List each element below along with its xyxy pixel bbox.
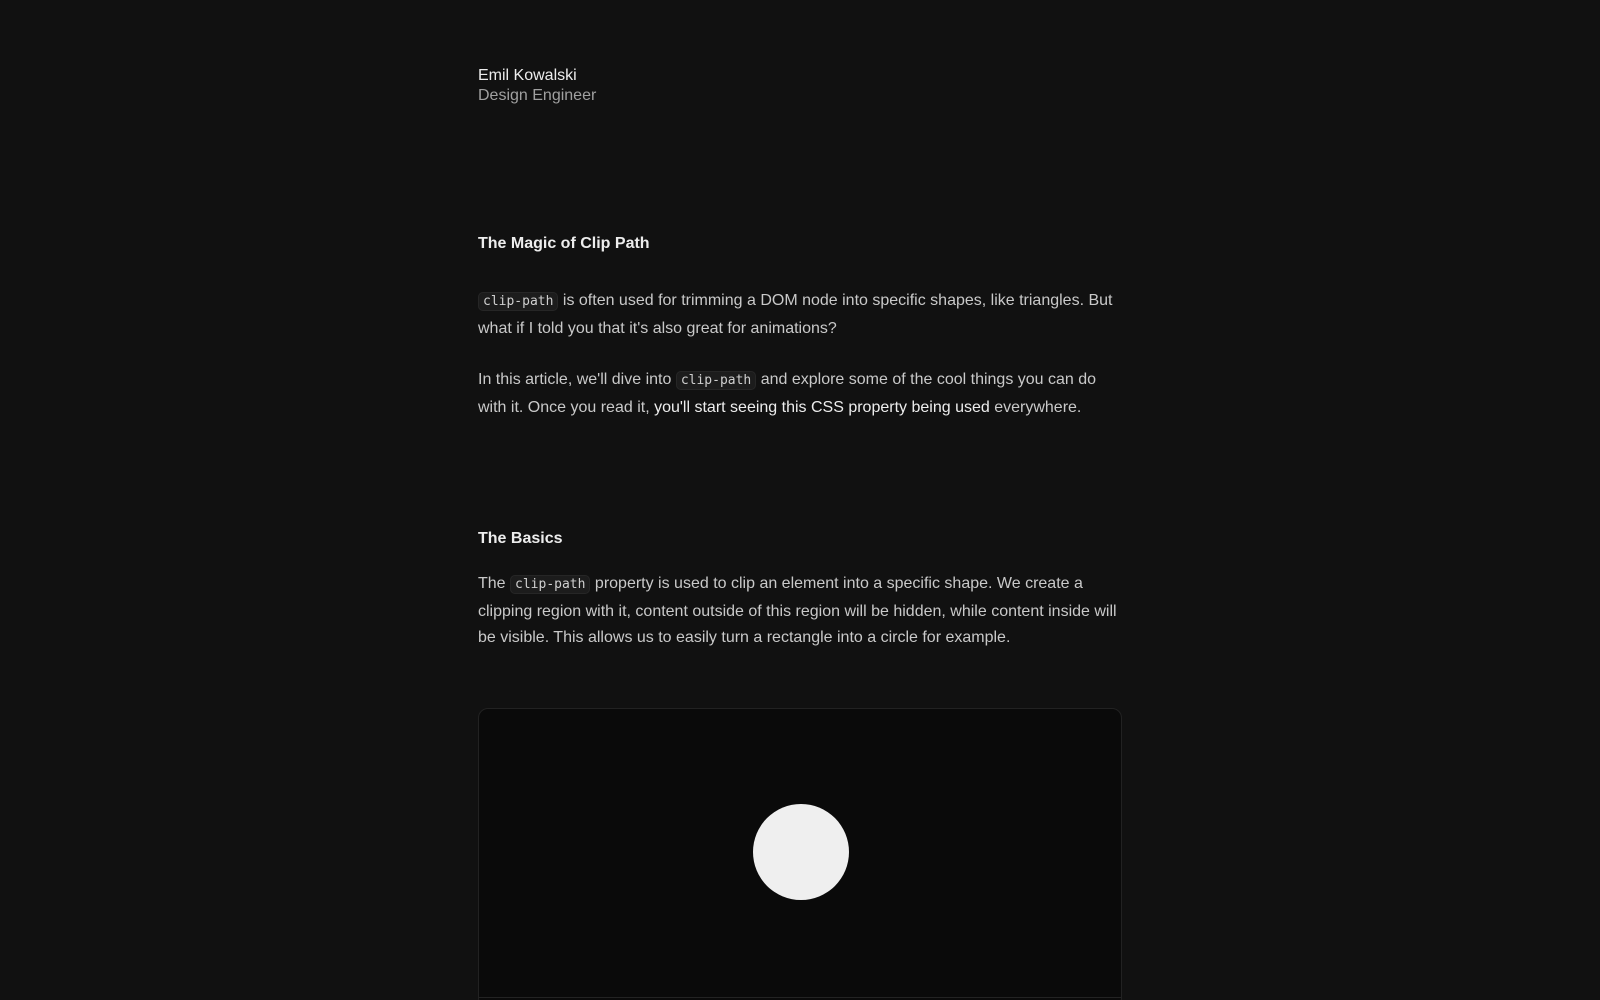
- intro-text: is often used for trimming a DOM node into specific shapes, like triangles. But what if I told you that it's also great for animations?: [478, 292, 1113, 337]
- intro-text: and explore some of the cool things you can do with it. Once you read it,: [478, 371, 1097, 416]
- intro-text: everywhere.: [989, 398, 1082, 416]
- basics-text: property is used to clip an element into a specific shape. We create a clipping region with it, content outside of this region will be hidden, while content inside will be visible. This allows us to easily turn a rectangle into a circle for example.: [478, 575, 1117, 646]
- demo-divider: [479, 997, 1121, 998]
- section-title-basics: The Basics: [478, 530, 563, 547]
- clip-path-demo: [478, 708, 1122, 1000]
- article-title: The Magic of Clip Path: [478, 235, 650, 252]
- intro-paragraph-2: [478, 367, 1128, 421]
- emphasis-text: you'll start seeing this CSS property being used: [654, 398, 990, 416]
- basics-paragraph: [478, 571, 1128, 652]
- demo-circle: [753, 804, 849, 900]
- inline-code: clip-path: [676, 371, 756, 390]
- author-role: Design Engineer: [478, 87, 597, 104]
- author-name[interactable]: Emil Kowalski: [478, 67, 577, 84]
- inline-code: clip-path: [510, 575, 590, 594]
- inline-code: clip-path: [478, 292, 558, 311]
- intro-paragraph-1: [478, 288, 1128, 342]
- intro-text: In this article, we'll dive into: [478, 371, 676, 388]
- author-header: [478, 66, 596, 106]
- basics-text: The: [478, 575, 511, 592]
